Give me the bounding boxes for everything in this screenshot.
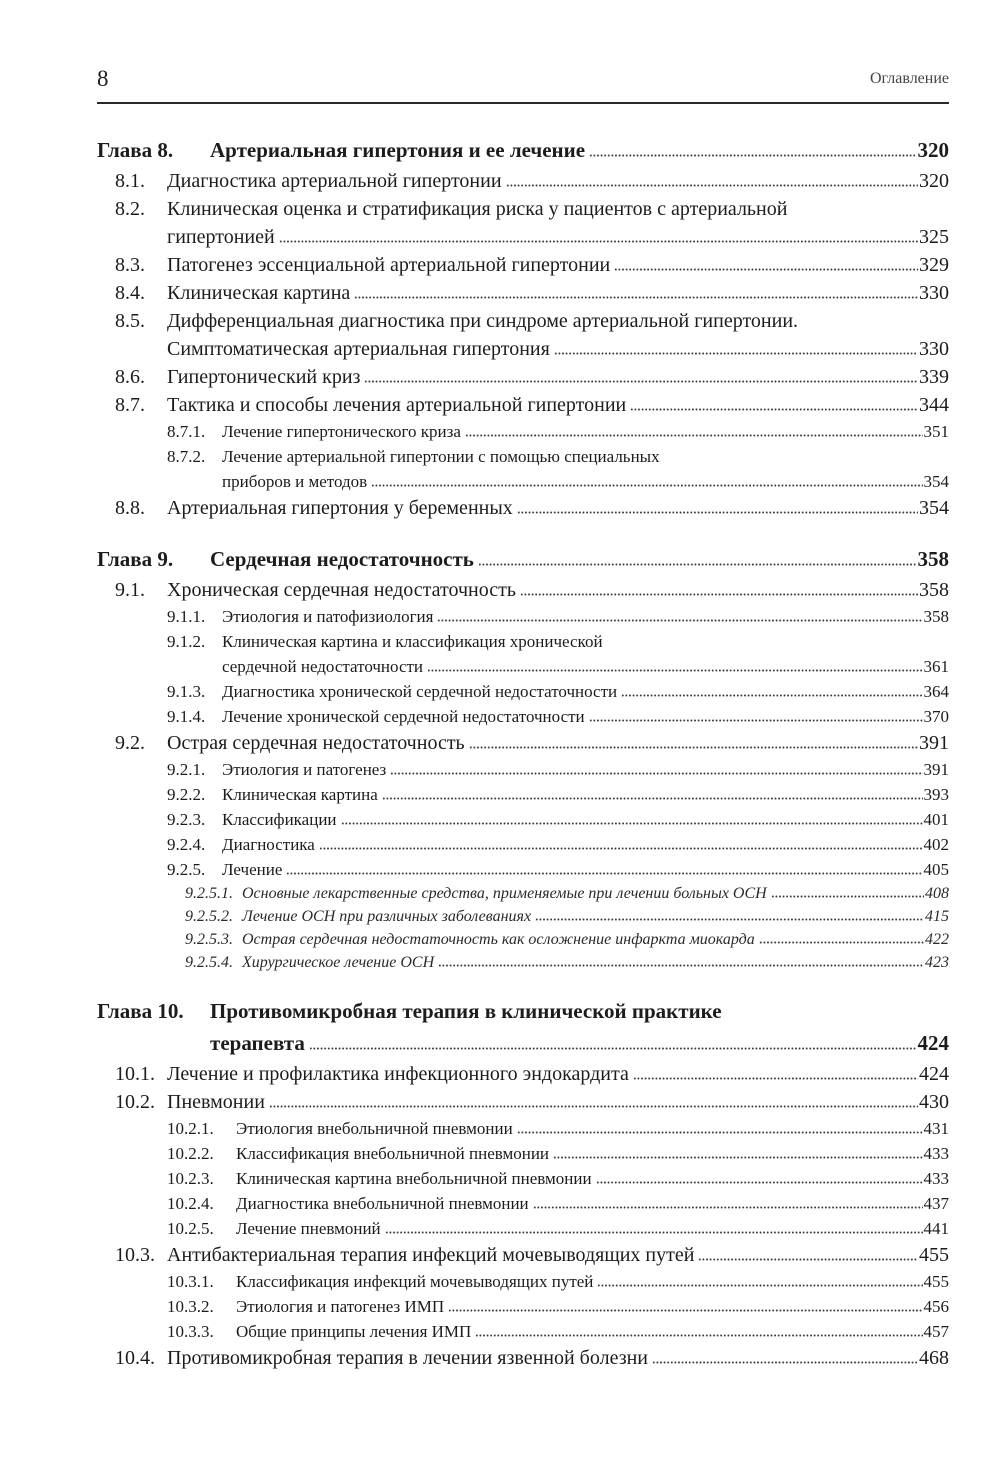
toc-entry[interactable] (97, 1297, 949, 1322)
entry-number: 9.1.3. (167, 682, 206, 701)
entry-number: 9.2.4. (167, 835, 206, 854)
page-ref: 441 (923, 1219, 949, 1238)
toc-entry[interactable] (97, 1169, 949, 1194)
page-ref: 325 (919, 226, 949, 248)
toc-entry[interactable] (97, 366, 949, 394)
page-ref: 455 (919, 1244, 949, 1266)
page-ref: 415 (925, 908, 949, 925)
dot-leader (589, 154, 916, 157)
page-ref: 370 (923, 707, 949, 726)
toc-entry[interactable] (97, 254, 949, 282)
entry-number: 10.4. (115, 1347, 155, 1369)
entry-title: Пневмонии (167, 1091, 265, 1113)
dot-leader (319, 847, 923, 850)
toc-entry[interactable] (97, 472, 949, 497)
entry-title: Противомикробная терапия в лечении язвенной болезни (167, 1347, 648, 1369)
entry-title: Клиническая картина (167, 282, 351, 304)
entry-number: 9.2.5.3. (185, 931, 233, 948)
chapter-heading[interactable] (97, 999, 949, 1031)
chapter-title: терапевта (210, 1031, 305, 1055)
entry-title: Этиология и патофизиология (222, 607, 434, 626)
chapter-title: Сердечная недостаточность (210, 547, 474, 571)
page-ref: 424 (919, 1063, 949, 1085)
page-ref: 456 (923, 1297, 949, 1316)
entry-title: Хирургическое лечение ОСН (242, 954, 435, 971)
page-ref: 354 (919, 497, 949, 519)
entry-title: Диагностика хронической сердечной недостаточности (222, 682, 618, 701)
dot-leader (438, 964, 924, 967)
page-ref: 364 (923, 682, 949, 701)
entry-title: Общие принципы лечения ИМП (236, 1322, 472, 1341)
entry-title: Классификация внебольничной пневмонии (236, 1144, 550, 1163)
page-ref: 344 (919, 394, 949, 416)
dot-leader (390, 772, 922, 775)
toc-entry[interactable] (97, 860, 949, 885)
entry-number: 9.2.5. (167, 860, 206, 879)
toc-entry[interactable] (97, 657, 949, 682)
page-number: 8 (97, 66, 109, 91)
toc-entry[interactable] (97, 1272, 949, 1297)
entry-number: 10.3. (115, 1244, 155, 1266)
dot-leader (614, 268, 918, 271)
entry-title: Диагностика артериальной гипертонии (167, 170, 502, 192)
entry-title: Тактика и способы лечения артериальной гипертонии (167, 394, 627, 416)
dot-leader (354, 296, 918, 299)
dot-leader (621, 694, 922, 697)
entry-title: Лечение ОСН при различных заболеваниях (242, 908, 532, 925)
entry-title: Хроническая сердечная недостаточность (167, 579, 516, 601)
page-ref: 339 (919, 366, 949, 388)
page-ref: 358 (919, 579, 949, 601)
page-ref: 422 (925, 931, 949, 948)
entry-number: 8.6. (115, 366, 145, 388)
page-ref: 401 (923, 810, 949, 829)
entry-number: 8.7. (115, 394, 145, 416)
entry-number: 9.2.2. (167, 785, 206, 804)
toc-entry[interactable] (97, 1244, 949, 1272)
entry-title: Классификация инфекций мочевыводящих путей (236, 1272, 594, 1291)
dot-leader (759, 941, 924, 944)
entry-title: Лечение и профилактика инфекционного эндокардита (167, 1063, 629, 1085)
toc-entry[interactable] (97, 282, 949, 310)
page-ref: 402 (923, 835, 949, 854)
toc-entry[interactable] (97, 1144, 949, 1169)
page-ref: 423 (925, 954, 949, 971)
entry-title: Лечение артериальной гипертонии с помощью специальных (222, 447, 660, 466)
page-ref: 358 (923, 607, 949, 626)
toc-entry[interactable] (97, 760, 949, 785)
entry-title: Клиническая картина и классификация хронической (222, 632, 603, 651)
dot-leader (554, 352, 918, 355)
entry-number: 9.2.1. (167, 760, 206, 779)
entry-title: Клиническая картина внебольничной пневмонии (236, 1169, 592, 1188)
dot-leader (385, 1231, 923, 1234)
toc-entry[interactable] (97, 682, 949, 707)
entry-number: 8.7.2. (167, 447, 206, 466)
dot-leader (520, 593, 918, 596)
dot-leader (309, 1047, 917, 1050)
dot-leader (589, 719, 923, 722)
chapter-number: Глава 10. (97, 999, 184, 1023)
page-ref: 330 (919, 338, 949, 360)
toc-entry[interactable] (97, 1322, 949, 1347)
page-ref: 391 (923, 760, 949, 779)
dot-leader (475, 1334, 922, 1337)
dot-leader (630, 408, 918, 411)
entry-number: 9.1.4. (167, 707, 206, 726)
toc-entry[interactable] (97, 931, 949, 954)
dot-leader (698, 1258, 918, 1261)
toc-entry[interactable] (97, 1119, 949, 1144)
entry-number: 9.2.5.2. (185, 908, 233, 925)
dot-leader (465, 434, 923, 437)
page-ref: 393 (923, 785, 949, 804)
entry-number: 9.1.1. (167, 607, 206, 626)
page-ref: 329 (919, 254, 949, 276)
entry-number: 10.2. (115, 1091, 155, 1113)
dot-leader (286, 872, 922, 875)
entry-number: 9.2.5.1. (185, 885, 233, 902)
page-ref: 351 (923, 422, 949, 441)
entry-title: Дифференциальная диагностика при синдроме артериальной гипертонии. (167, 310, 799, 332)
entry-number: 10.2.5. (167, 1219, 214, 1238)
entry-title: Патогенез эссенциальной артериальной гипертонии (167, 254, 611, 276)
dot-leader (633, 1077, 918, 1080)
toc-entry[interactable] (97, 908, 949, 931)
toc-entry[interactable] (97, 732, 949, 760)
chapter-number: Глава 8. (97, 138, 174, 162)
page-ref: 405 (923, 860, 949, 879)
page-ref: 455 (923, 1272, 949, 1291)
running-head: Оглавление (869, 70, 949, 87)
dot-leader (478, 563, 917, 566)
dot-leader (469, 746, 918, 749)
chapter-title: Артериальная гипертония и ее лечение (210, 138, 586, 162)
toc-entry[interactable] (97, 1063, 949, 1091)
entry-title: Антибактериальная терапия инфекций мочевыводящих путей (167, 1244, 695, 1266)
entry-number: 9.2. (115, 732, 145, 754)
entry-number: 8.5. (115, 310, 145, 332)
dot-leader (535, 918, 924, 921)
entry-title: Классификации (222, 810, 337, 829)
toc-entry[interactable] (97, 810, 949, 835)
toc-entry[interactable] (97, 885, 949, 908)
chapter-number: Глава 9. (97, 547, 174, 571)
entry-number: 8.3. (115, 254, 145, 276)
entry-number: 10.3.2. (167, 1297, 214, 1316)
dot-leader (771, 895, 924, 898)
table-of-contents (97, 138, 949, 1375)
entry-number: 10.3.1. (167, 1272, 214, 1291)
dot-leader (371, 484, 922, 487)
entry-title: Диагностика (222, 835, 315, 854)
dot-leader (652, 1361, 918, 1364)
dot-leader (341, 822, 923, 825)
entry-number: 10.1. (115, 1063, 155, 1085)
page-ref: 424 (917, 1031, 949, 1055)
page-ref: 431 (923, 1119, 949, 1138)
toc-entry[interactable] (97, 1194, 949, 1219)
toc-entry[interactable] (97, 632, 949, 657)
dot-leader (596, 1181, 923, 1184)
dot-leader (553, 1156, 922, 1159)
entry-title: Лечение хронической сердечной недостаточности (222, 707, 585, 726)
entry-number: 8.1. (115, 170, 145, 192)
entry-number: 9.1. (115, 579, 145, 601)
toc-entry[interactable] (97, 579, 949, 607)
chapter-block (97, 999, 949, 1375)
entry-number: 8.8. (115, 497, 145, 519)
page-ref: 457 (923, 1322, 949, 1341)
dot-leader (506, 184, 918, 187)
toc-entry[interactable] (97, 497, 949, 525)
entry-title: Лечение гипертонического криза (222, 422, 461, 441)
entry-number: 10.3.3. (167, 1322, 214, 1341)
toc-entry[interactable] (97, 1347, 949, 1375)
toc-entry[interactable] (97, 338, 949, 366)
dot-leader (364, 380, 918, 383)
dot-leader (427, 669, 922, 672)
page-ref: 320 (919, 170, 949, 192)
toc-entry[interactable] (97, 1091, 949, 1119)
toc-entry[interactable] (97, 422, 949, 447)
entry-title: Лечение (222, 860, 283, 879)
page-ref: 437 (923, 1194, 949, 1213)
chapter-heading[interactable] (97, 1031, 949, 1063)
entry-title: Диагностика внебольничной пневмонии (236, 1194, 529, 1213)
toc-entry[interactable] (97, 707, 949, 732)
entry-number: 8.4. (115, 282, 145, 304)
entry-title: Клиническая картина (222, 785, 378, 804)
entry-title: Этиология и патогенез ИМП (236, 1297, 445, 1316)
chapter-heading[interactable] (97, 547, 949, 579)
chapter-block (97, 547, 949, 977)
toc-entry[interactable] (97, 1219, 949, 1244)
entry-number: 8.7.1. (167, 422, 206, 441)
entry-number: 9.2.5.4. (185, 954, 233, 971)
page-ref: 330 (919, 282, 949, 304)
dot-leader (597, 1284, 922, 1287)
entry-title: Этиология внебольничной пневмонии (236, 1119, 513, 1138)
dot-leader (269, 1105, 918, 1108)
chapter-heading[interactable] (97, 138, 949, 170)
page-ref: 358 (917, 547, 949, 571)
entry-number: 10.2.4. (167, 1194, 214, 1213)
chapter-block (97, 138, 949, 525)
entry-title: Артериальная гипертония у беременных (167, 497, 513, 519)
toc-entry[interactable] (97, 226, 949, 254)
entry-title: Острая сердечная недостаточность как осложнение инфаркта миокарда (242, 931, 755, 948)
entry-title: Симптоматическая артериальная гипертония (167, 338, 550, 360)
toc-entry[interactable] (97, 394, 949, 422)
entry-number: 10.2.1. (167, 1119, 214, 1138)
page-ref: 320 (917, 138, 949, 162)
entry-number: 9.1.2. (167, 632, 206, 651)
toc-entry[interactable] (97, 310, 949, 338)
dot-leader (448, 1309, 922, 1312)
dot-leader (517, 511, 918, 514)
chapter-title: Противомикробная терапия в клинической практике (210, 999, 722, 1023)
page-ref: 391 (919, 732, 949, 754)
page-ref: 354 (923, 472, 949, 491)
dot-leader (517, 1131, 923, 1134)
dot-leader (382, 797, 923, 800)
page-ref: 430 (919, 1091, 949, 1113)
entry-title: сердечной недостаточности (222, 657, 424, 676)
toc-entry[interactable] (97, 447, 949, 472)
entry-title: Гипертонический криз (167, 366, 361, 388)
page-ref: 433 (923, 1144, 949, 1163)
toc-entry[interactable] (97, 835, 949, 860)
entry-title: Острая сердечная недостаточность (167, 732, 465, 754)
entry-title: Основные лекарственные средства, применяемые при лечении больных ОСН (242, 885, 767, 902)
entry-title: гипертонией (167, 226, 275, 248)
toc-entry[interactable] (97, 954, 949, 977)
entry-number: 10.2.3. (167, 1169, 214, 1188)
page-ref: 408 (925, 885, 949, 902)
toc-entry[interactable] (97, 198, 949, 226)
entry-title: Клиническая оценка и стратификация риска у пациентов с артериальной (167, 198, 788, 220)
page-ref: 433 (923, 1169, 949, 1188)
entry-number: 10.2.2. (167, 1144, 214, 1163)
entry-number: 9.2.3. (167, 810, 206, 829)
toc-entry[interactable] (97, 170, 949, 198)
page-header (97, 66, 949, 104)
dot-leader (279, 240, 918, 243)
entry-title: приборов и методов (222, 472, 368, 491)
page-ref: 468 (919, 1347, 949, 1369)
dot-leader (437, 619, 922, 622)
dot-leader (533, 1206, 923, 1209)
entry-title: Лечение пневмоний (236, 1219, 381, 1238)
entry-number: 8.2. (115, 198, 145, 220)
entry-title: Этиология и патогенез (222, 760, 387, 779)
toc-entry[interactable] (97, 785, 949, 810)
page-ref: 361 (923, 657, 949, 676)
toc-entry[interactable] (97, 607, 949, 632)
